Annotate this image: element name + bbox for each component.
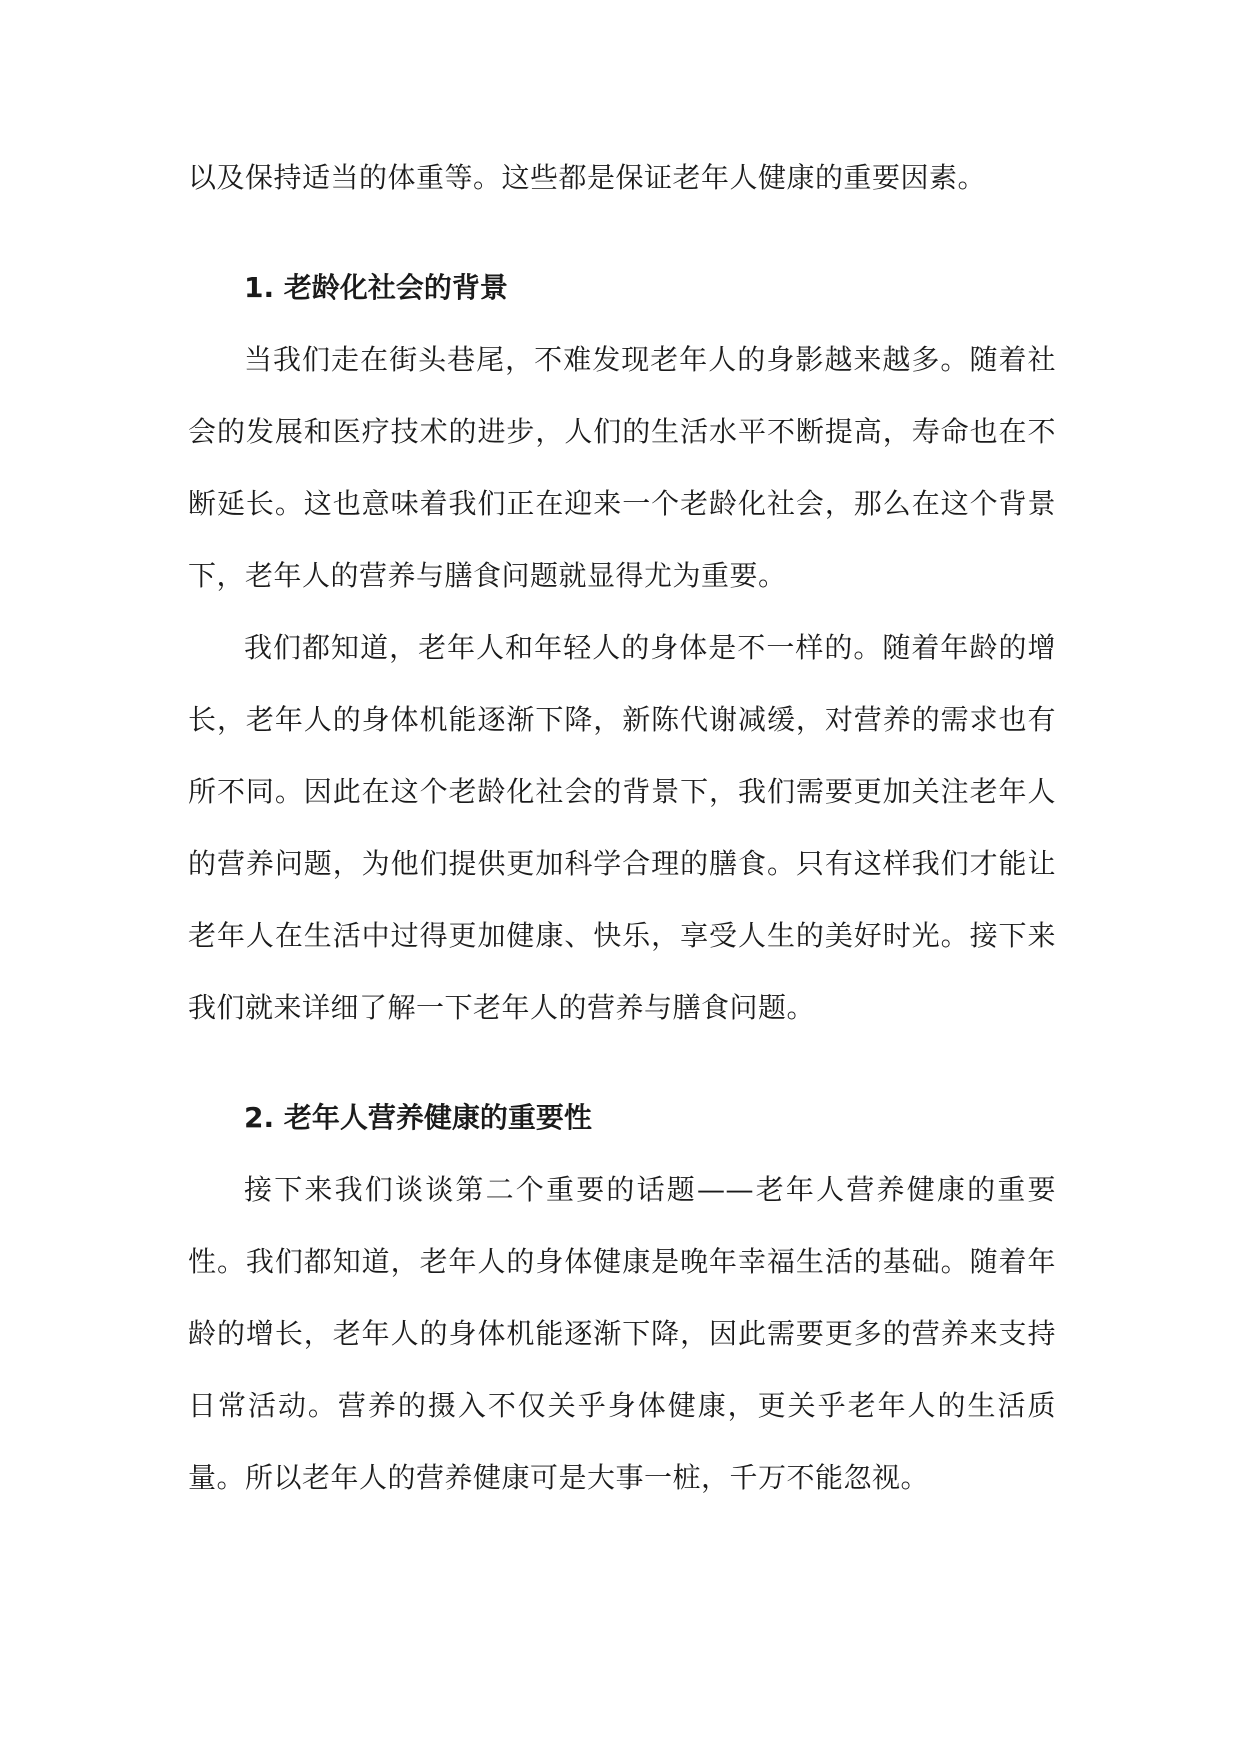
section-1-paragraph-2: 我们都知道，老年人和年轻人的身体是不一样的。随着年龄的增长，老年人的身体机能逐渐下降，新陈代谢减缓，对营养的需求也有所不同。因此在这个老龄化社会的背景下，我们需要更加关注老年人的营养问题，为他们提供更加科学合理的膳食。只有这样我们才能让老年人在生活中过得更加健康、快乐，享受人生的美好时光。接下来我们就来详细了解一下老年人的营养与膳食问题。 [188,631,1056,1024]
spacer [188,214,1056,252]
spacer [188,1044,1056,1082]
section-1-heading: 1. 老龄化社会的背景 [244,271,508,304]
document-body [188,142,1056,1514]
section-2-paragraph-1: 接下来我们谈谈第二个重要的话题——老年人营养健康的重要性。我们都知道，老年人的身体健康是晚年幸福生活的基础。随着年龄的增长，老年人的身体机能逐渐下降，因此需要更多的营养来支持日常活动。营养的摄入不仅关乎身体健康，更关乎老年人的生活质量。所以老年人的营养健康可是大事一桩，千万不能忽视。 [188,1173,1056,1494]
section-1-paragraph-1: 当我们走在街头巷尾，不难发现老年人的身影越来越多。随着社会的发展和医疗技术的进步，人们的生活水平不断提高，寿命也在不断延长。这也意味着我们正在迎来一个老龄化社会，那么在这个背景下，老年人的营养与膳食问题就显得尤为重要。 [188,343,1056,592]
intro-paragraph-tail: 以及保持适当的体重等。这些都是保证老年人健康的重要因素。 [188,161,987,194]
section-2-heading: 2. 老年人营养健康的重要性 [244,1101,592,1134]
